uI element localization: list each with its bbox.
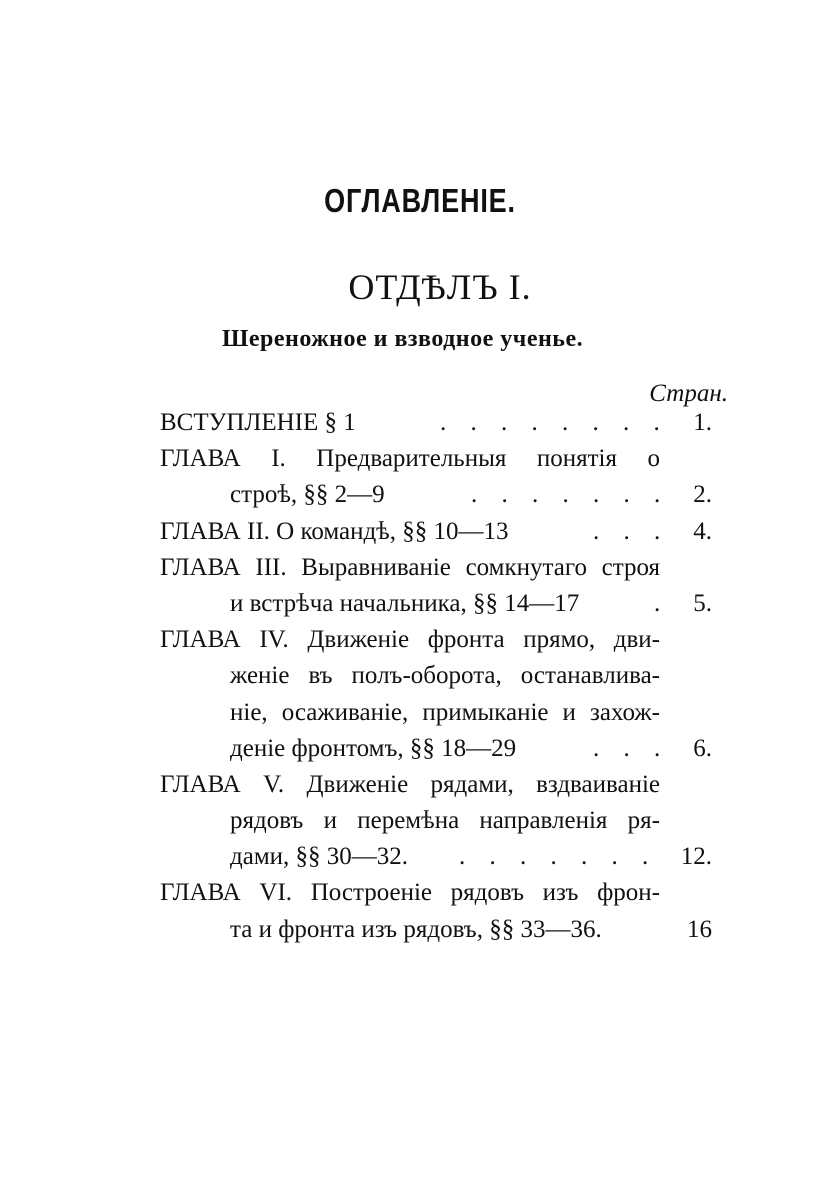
section-title: ОТДѢЛЪ I. — [348, 267, 532, 307]
pages-column-header: Стран. — [649, 380, 728, 407]
toc-line-text: дами, §§ 30—32. — [230, 843, 409, 871]
toc-line-text: и встрѣча начальника, §§ 14—17 — [230, 589, 580, 617]
leader-dots: . . . — [593, 517, 670, 545]
toc-line — [160, 695, 712, 731]
contents-title: ОГЛАВЛЕНІЕ. — [324, 182, 516, 219]
toc-line — [160, 550, 712, 586]
toc-line — [160, 586, 712, 622]
toc-line — [160, 912, 712, 948]
leader-dots: . . . . . . . — [471, 481, 670, 509]
toc-line-text: женіе въ полъ-оборота, останавлива- — [230, 662, 660, 690]
leader-dots: . . . — [593, 734, 670, 762]
toc-line — [160, 767, 712, 803]
page-number: 16 — [687, 915, 712, 943]
toc-line-text: та и фронта изъ рядовъ, §§ 33—36. — [230, 915, 602, 943]
toc-line-text: ГЛАВА V. Движеніе рядами, вздваиваніе — [160, 770, 660, 798]
toc-line-text: ніе, осаживаніе, примыканіе и захож- — [230, 698, 660, 726]
toc-line — [160, 622, 712, 658]
toc-line — [160, 477, 712, 513]
toc-line-text: рядовъ и перемѣна направленія ря- — [230, 807, 660, 835]
section-subtitle: Шереножное и взводное ученье. — [222, 326, 584, 352]
leader-dots: . — [654, 589, 670, 617]
page-number: 6. — [693, 734, 712, 762]
toc-line — [160, 875, 712, 911]
toc-line-text: ГЛАВА II. О командѣ, §§ 10—13 — [160, 517, 509, 545]
toc-line — [160, 405, 712, 441]
page-number: 12. — [680, 843, 712, 871]
toc-line-text: ВСТУПЛЕНІЕ § 1 — [160, 409, 356, 436]
toc-line — [160, 514, 712, 550]
table-of-contents — [160, 405, 712, 948]
leader-dots: . . . . . . . — [459, 843, 658, 871]
toc-line — [160, 803, 712, 839]
toc-line — [160, 658, 712, 694]
leader-dots: . . . . . . . . — [440, 409, 669, 436]
page-number: 2. — [693, 481, 712, 509]
toc-line-text: строѣ, §§ 2—9 — [230, 481, 385, 509]
toc-line-text: ГЛАВА IV. Движеніе фронта прямо, дви- — [160, 626, 660, 654]
toc-line-text: ГЛАВА III. Выравниваніе сомкнутаго строя — [160, 553, 660, 581]
toc-line — [160, 839, 712, 875]
toc-line-text: ГЛАВА VI. Построеніе рядовъ изъ фрон- — [160, 879, 660, 907]
toc-line-text: деніе фронтомъ, §§ 18—29 — [230, 734, 517, 762]
toc-line-text: ГЛАВА I. Предварительныя понятія о — [160, 445, 660, 473]
page-number: 1. — [693, 409, 712, 436]
toc-line — [160, 441, 712, 477]
page-number: 4. — [693, 517, 712, 545]
toc-line — [160, 731, 712, 767]
page-number: 5. — [693, 589, 712, 617]
